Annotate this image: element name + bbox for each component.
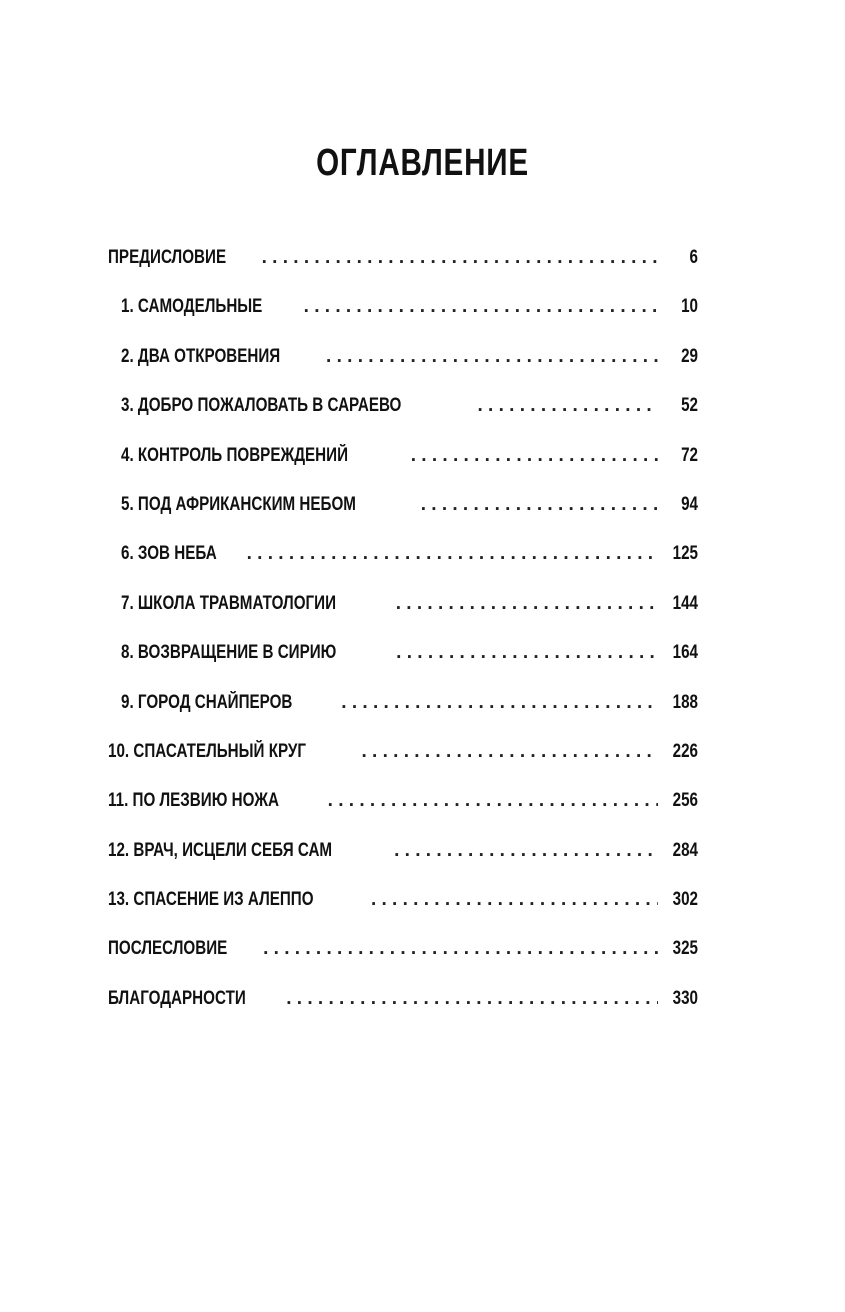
toc-entry-title: БЛАГОДАРНОСТИ	[108, 987, 246, 1009]
toc-page-number: 10	[681, 296, 698, 318]
toc-page-number: 29	[681, 345, 698, 367]
toc-entry[interactable]	[108, 584, 698, 633]
toc-entry[interactable]	[108, 337, 698, 386]
toc-entry-title: 11. ПО ЛЕЗВИЮ НОЖА	[108, 790, 279, 812]
toc-entry-title: 12. ВРАЧ, ИСЦЕЛИ СЕБЯ САМ	[108, 839, 333, 861]
toc-page-number: 188	[672, 691, 698, 713]
toc-page-number: 302	[672, 889, 698, 911]
toc-entry[interactable]	[108, 929, 698, 978]
toc-page-number: 256	[672, 790, 698, 812]
toc-entry-title: 6. ЗОВ НЕБА	[121, 543, 217, 565]
toc-entry-title: 2. ДВА ОТКРОВЕНИЯ	[121, 345, 281, 367]
toc-entry-title: 9. ГОРОД СНАЙПЕРОВ	[121, 691, 293, 713]
toc-page-number: 144	[672, 592, 698, 614]
toc-dot-leader	[477, 386, 658, 426]
toc-entry-title: ПРЕДИСЛОВИЕ	[108, 247, 227, 268]
page-title: ОГЛАВЛЕНИЕ	[316, 142, 529, 185]
toc-entry-title: 10. СПАСАТЕЛЬНЫЙ КРУГ	[108, 740, 306, 762]
toc-dot-leader	[304, 287, 658, 327]
toc-entry[interactable]	[108, 633, 698, 682]
toc-page-number: 164	[672, 642, 698, 664]
toc-entry-title: 7. ШКОЛА ТРАВМАТОЛОГИИ	[121, 592, 336, 614]
toc-entry-title: 13. СПАСЕНИЕ ИЗ АЛЕППО	[108, 889, 314, 911]
toc-entry-title: 5. ПОД АФРИКАНСКИМ НЕБОМ	[121, 493, 356, 515]
toc-page-number: 94	[681, 493, 698, 515]
toc-entry[interactable]	[108, 831, 698, 880]
toc-entry[interactable]	[108, 534, 698, 583]
toc-entry-title: 4. КОНТРОЛЬ ПОВРЕЖДЕНИЙ	[121, 444, 348, 466]
toc-dot-leader	[247, 534, 658, 574]
toc-page-number: 52	[681, 395, 698, 417]
toc-page-number: 125	[672, 543, 698, 565]
toc-entry[interactable]	[108, 238, 698, 287]
toc-dot-leader	[326, 337, 658, 377]
toc-dot-leader	[396, 584, 658, 624]
toc-entry-title: 8. ВОЗВРАЩЕНИЕ В СИРИЮ	[121, 642, 337, 664]
toc-entry[interactable]	[108, 732, 698, 781]
toc-dot-leader	[371, 880, 658, 920]
toc-dot-leader	[396, 633, 658, 673]
toc-entry-title: ПОСЛЕСЛОВИЕ	[108, 938, 228, 960]
toc-page-number: 330	[672, 987, 698, 1009]
toc-entry-title: 3. ДОБРО ПОЖАЛОВАТЬ В САРАЕВО	[121, 395, 402, 417]
toc-page-number: 72	[681, 444, 698, 466]
toc-entry[interactable]	[108, 436, 698, 485]
toc-entry[interactable]	[108, 979, 698, 1028]
toc-entry[interactable]	[108, 683, 698, 732]
toc-dot-leader	[328, 781, 658, 821]
toc-entry[interactable]	[108, 386, 698, 435]
toc-dot-leader	[341, 683, 658, 723]
toc-dot-leader	[263, 929, 658, 969]
toc-entry[interactable]	[108, 287, 698, 336]
toc-page-number: 284	[672, 839, 698, 861]
toc-page-number: 6	[689, 247, 698, 268]
toc-dot-leader	[421, 485, 658, 525]
toc-dot-leader	[262, 238, 658, 278]
toc-page-number: 325	[672, 938, 698, 960]
toc-entry[interactable]	[108, 485, 698, 534]
table-of-contents	[108, 238, 698, 1028]
toc-entry[interactable]	[108, 880, 698, 929]
toc-dot-leader	[286, 979, 658, 1019]
toc-entry[interactable]	[108, 781, 698, 830]
toc-dot-leader	[394, 831, 658, 871]
toc-page-number: 226	[672, 740, 698, 762]
toc-entry-title: 1. САМОДЕЛЬНЫЕ	[121, 296, 263, 318]
toc-dot-leader	[361, 732, 658, 772]
toc-dot-leader	[411, 436, 658, 476]
